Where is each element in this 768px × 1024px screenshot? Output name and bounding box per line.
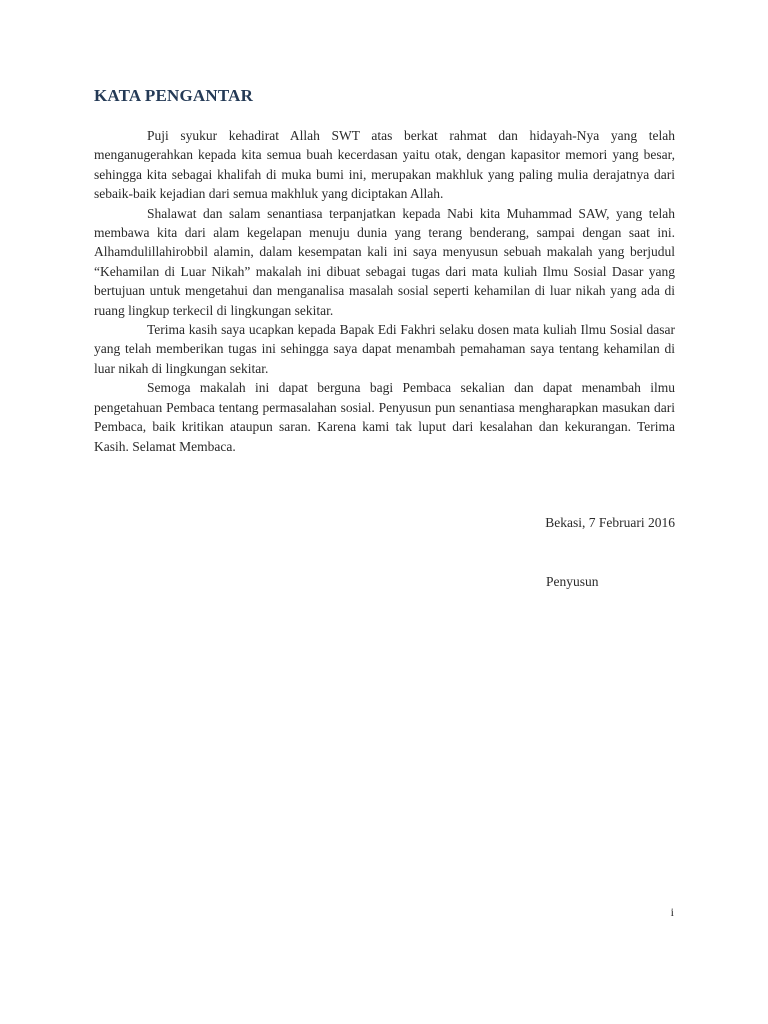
place-date: Bekasi, 7 Februari 2016	[545, 515, 675, 530]
paragraph-opening: Puji syukur kehadirat Allah SWT atas berkat rahmat dan hidayah-Nya yang telah menganugerahkan kepada kita semua buah kecerdasan yaitu otak, dengan kapasitor memori yang besar, sehingga kita sebagai khalifah di muka bumi ini, merupakan makhluk yang paling mulia derajatnya dari sebaik-baik kejadian dari semua makhluk yang diciptakan Allah.	[94, 128, 675, 202]
body-text	[94, 126, 675, 456]
signer: Penyusun	[546, 574, 599, 589]
page-title: KATA PENGANTAR	[94, 86, 254, 105]
page-number: i	[670, 905, 674, 919]
paragraph-shalawat: Shalawat dan salam senantiasa terpanjatkan kepada Nabi kita Muhammad SAW, yang telah membawa kita dari alam kegelapan menuju dunia yang terang benderang, sampai dengan saat ini. Alhamdulillahirobbil alamin, dalam kesempatan kali ini saya menyusun sebuah makalah yang berjudul “Kehamilan di Luar Nikah” makalah ini dibuat sebagai tugas dari mata kuliah Ilmu Sosial Dasar yang bertujuan untuk mengetahui dan menganalisa masalah sosial seperti kehamilan di luar nikah yang ada di ruang lingkup terkecil di lingkungan sekitar.	[94, 205, 675, 318]
paragraph-closing: Semoga makalah ini dapat berguna bagi Pembaca sekalian dan dapat menambah ilmu pengetahuan Pembaca tentang permasalahan sosial. Penyusun pun senantiasa mengharapkan masukan dari Pembaca, baik kritikan ataupun saran. Karena kami tak luput dari kesalahan dan kekurangan. Terima Kasih. Selamat Membaca.	[94, 380, 675, 454]
paragraph-thanks: Terima kasih saya ucapkan kepada Bapak Edi Fakhri selaku dosen mata kuliah Ilmu Sosial dasar yang telah memberikan tugas ini sehingga saya dapat menambah pemahaman saya tentang kehamilan di luar nikah di lingkungan sekitar.	[94, 322, 675, 376]
